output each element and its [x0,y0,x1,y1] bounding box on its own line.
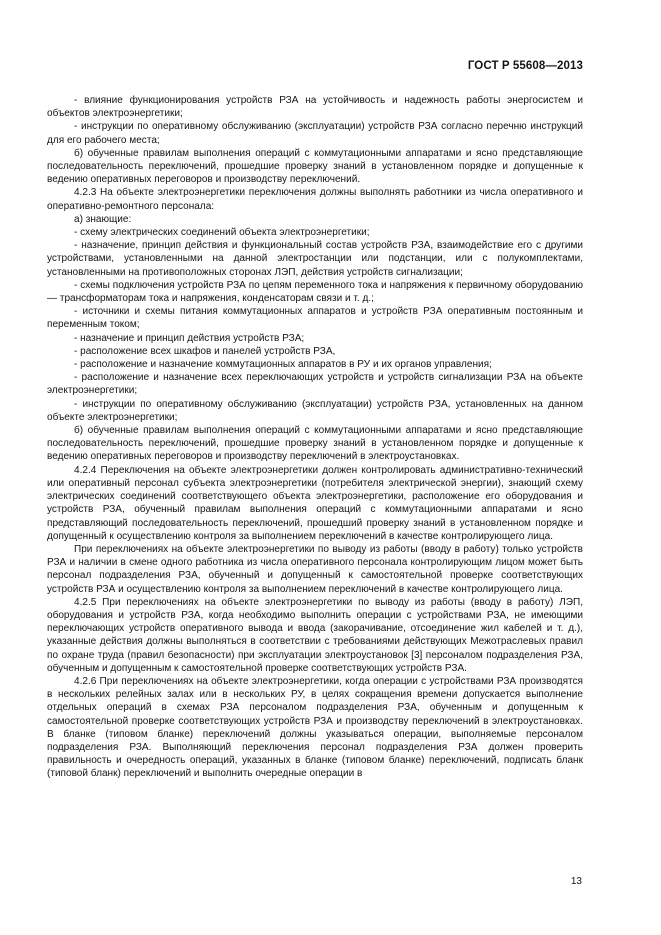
paragraph: 4.2.6 При переключениях на объекте электроэнергетики, когда операции с устройствами РЗА производятся в нескольких релейных залах или в нескольких РУ, в целях сокращения времени допускается выполнение отдельных операций в схемах РЗА персоналом подразделения РЗА, обученным и допущенным к самостоятельной проверке соответствующих устройств РЗА и производству переключений в электроустановках. В бланке (типовом бланке) переключений должны указываться операции, выполняемые персоналом подразделения РЗА. Выполняющий переключения персонал подразделения РЗА должен проверить правильность и очередность операций, указанных в бланке (типовом бланке) переключений, подписать бланк (типовой бланк) переключений и выполнить очередные операции в [47,675,583,780]
paragraph: б) обученные правилам выполнения операций с коммутационными аппаратами и ясно представляющие последовательность переключений, прошедшие проверку знаний в установленном порядке и допущенные к ведению оперативных переговоров и производству переключений. [47,147,583,186]
page-number: 13 [570,876,582,887]
paragraph: - инструкции по оперативному обслуживанию (эксплуатации) устройств РЗА согласно перечню инструкций для его рабочего места; [47,121,583,146]
paragraph: При переключениях на объекте электроэнергетики по выводу из работы (вводу в работу) только устройств РЗА и наличии в смене одного работника из числа оперативного персонала контролирующим лицом может быть персонал подразделения РЗА, обученный и допущенный к самостоятельной проверке соответствующих устройств РЗА и осуществлению контроля за выполнением переключений в качестве контролирующего лица. [47,543,583,595]
paragraph: - назначение, принцип действия и функциональный состав устройств РЗА, взаимодействие его с другими устройствами, установленными на данной электростанции или подстанции, или с полукомплектами, установленными на противоположных сторонах ЛЭП, действия устройств сигнализации; [47,240,583,278]
paragraph: - схемы подключения устройств РЗА по цепям переменного тока и напряжения к первичному оборудованию — трансформаторам тока и напряжения, конденсаторам связи и т. д.; [47,279,583,305]
paragraph: 4.2.5 При переключениях на объекте электроэнергетики по выводу из работы (вводу в работу) ЛЭП, оборудования и устройств РЗА, когда необходимо выполнить операции с устройствами РЗА, не имеющими переключающих устройств оперативного вывода и ввода (закорачивание, отсоединение жил кабелей и т. д.), указанные действия должны выполняться в соответствии с требованиями действующих Межотраслевых правил по охране труда (правил безопасности) при эксплуатации электроустановок [3] персоналом подразделения РЗА, обученным и допущенным к самостоятельной проверке соответствующих устройств РЗА. [47,596,583,674]
paragraph: - влияние функционирования устройств РЗА на устойчивость и надежность работы энергосистем и объектов электроэнергетики; [47,95,583,120]
document-code: ГОСТ Р 55608—2013 [467,60,583,72]
paragraph: - расположение всех шкафов и панелей устройств РЗА, [74,345,336,357]
paragraph: - расположение и назначение всех переключающих устройств и устройств сигнализации РЗА на объекте электроэнергетики; [47,372,583,397]
paragraph: 4.2.3 На объекте электроэнергетики переключения должны выполнять работники из числа оперативного и оперативно-ремонтного персонала: [47,187,583,212]
paragraph: б) обученные правилам выполнения операций с коммутационными аппаратами и ясно представляющие последовательность переключений, прошедшие проверку знаний в установленном порядке и допущенные к ведению оперативных переговоров и производству переключений в электроустановках. [47,425,583,463]
document-body [47,94,583,781]
paragraph: - инструкции по оперативному обслуживанию (эксплуатации) устройств РЗА, установленных на данном объекте электроэнергетики; [47,398,583,423]
paragraph: а) знающие: [74,213,132,225]
paragraph: - схему электрических соединений объекта электроэнергетики; [74,227,370,239]
paragraph: - расположение и назначение коммутационных аппаратов в РУ и их органов управления; [74,359,492,371]
paragraph: - назначение и принцип действия устройств РЗА; [74,332,305,344]
paragraph: 4.2.4 Переключения на объекте электроэнергетики должен контролировать административно-технический или оперативный персонал субъекта электроэнергетики (потребителя электрической энергии), знающий схему электрических соединений соответствующего объекта электроэнергетики, расположение его оборудования и устройств РЗА, обученный правилам выполнения операций с коммутационными аппаратами и ясно представляющий последовательность переключений, прошедший проверку знаний в установленном порядке и допущенный к осуществлению контроля за выполнением переключений в качестве контролирующего лица. [47,464,583,542]
paragraph: - источники и схемы питания коммутационных аппаратов и устройств РЗА оперативным постоянным и переменным током; [47,306,583,331]
